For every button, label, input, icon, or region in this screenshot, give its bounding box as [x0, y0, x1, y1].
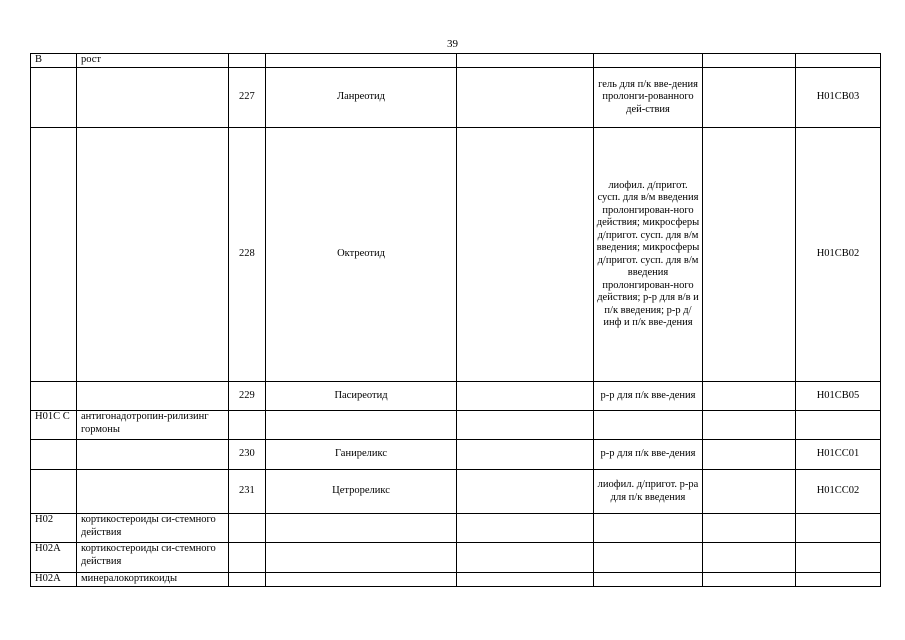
group-name-cell: [77, 440, 229, 470]
drug-code-cell: H01CB05: [796, 382, 881, 411]
row-number-cell: 231: [229, 470, 266, 514]
empty-cell: [703, 411, 796, 440]
table-row: [31, 411, 881, 440]
empty-cell: [457, 514, 594, 543]
atx-code-cell: H01C C: [31, 411, 77, 440]
drug-code-cell: [796, 543, 881, 573]
table-row: [31, 543, 881, 573]
drug-name-cell: [266, 54, 457, 68]
atx-code-cell: H02A: [31, 573, 77, 587]
atx-code-cell: [31, 470, 77, 514]
empty-cell: [703, 54, 796, 68]
drug-code-cell: H01CC02: [796, 470, 881, 514]
drug-name-cell: [266, 543, 457, 573]
row-number-cell: [229, 543, 266, 573]
row-number-cell: [229, 411, 266, 440]
empty-cell: [703, 128, 796, 382]
table-row: [31, 573, 881, 587]
empty-cell: [457, 411, 594, 440]
group-name-cell: [77, 382, 229, 411]
empty-cell: [457, 470, 594, 514]
dosage-form-cell: лиофил. д/пригот. сусп. для в/м введения пролонгирован-ного действия; микросферы д/пригот. сусп. для в/м введения; микросферы д/пригот. сусп. для в/м введения пролонгирован-ного действия; р-р для в/в и п/к введения; р-р д/инф и п/к вве-дения: [594, 128, 703, 382]
group-name-cell: [77, 470, 229, 514]
table-row: [31, 54, 881, 68]
row-number-cell: 227: [229, 68, 266, 128]
dosage-form-cell: [594, 411, 703, 440]
drug-code-cell: H01CB03: [796, 68, 881, 128]
dosage-form-cell: [594, 514, 703, 543]
empty-cell: [457, 573, 594, 587]
row-number-cell: [229, 573, 266, 587]
empty-cell: [457, 68, 594, 128]
drug-name-cell: Октреотид: [266, 128, 457, 382]
group-name-cell: антигонадотропин-рилизинг гормоны: [77, 411, 229, 440]
atx-code-cell: В: [31, 54, 77, 68]
empty-cell: [457, 440, 594, 470]
atx-code-cell: [31, 440, 77, 470]
empty-cell: [457, 128, 594, 382]
drug-code-cell: [796, 54, 881, 68]
drug-name-cell: Ганиреликс: [266, 440, 457, 470]
row-number-cell: [229, 54, 266, 68]
empty-cell: [457, 382, 594, 411]
table-row: [31, 440, 881, 470]
empty-cell: [703, 68, 796, 128]
group-name-cell: кортикостероиды си-стемного действия: [77, 514, 229, 543]
drug-name-cell: Пасиреотид: [266, 382, 457, 411]
empty-cell: [703, 440, 796, 470]
drug-name-cell: [266, 411, 457, 440]
empty-cell: [457, 54, 594, 68]
group-name-cell: кортикостероиды си-стемного действия: [77, 543, 229, 573]
dosage-form-cell: лиофил. д/пригот. р-ра для п/к введения: [594, 470, 703, 514]
atx-code-cell: [31, 68, 77, 128]
dosage-form-cell: р-р для п/к вве-дения: [594, 382, 703, 411]
drug-list-table: [30, 53, 881, 587]
dosage-form-cell: [594, 573, 703, 587]
dosage-form-cell: [594, 54, 703, 68]
row-number-cell: 230: [229, 440, 266, 470]
row-number-cell: [229, 514, 266, 543]
drug-name-cell: Ланреотид: [266, 68, 457, 128]
group-name-cell: рост: [77, 54, 229, 68]
atx-code-cell: H02: [31, 514, 77, 543]
dosage-form-cell: [594, 543, 703, 573]
row-number-cell: 228: [229, 128, 266, 382]
group-name-cell: [77, 68, 229, 128]
empty-cell: [703, 470, 796, 514]
group-name-cell: минералокортикоиды: [77, 573, 229, 587]
drug-code-cell: H01CC01: [796, 440, 881, 470]
table-row: [31, 128, 881, 382]
empty-cell: [703, 382, 796, 411]
table-row: [31, 382, 881, 411]
dosage-form-cell: р-р для п/к вве-дения: [594, 440, 703, 470]
empty-cell: [703, 514, 796, 543]
table-row: [31, 470, 881, 514]
atx-code-cell: [31, 382, 77, 411]
table-row: [31, 68, 881, 128]
drug-code-cell: [796, 411, 881, 440]
empty-cell: [703, 573, 796, 587]
drug-name-cell: [266, 514, 457, 543]
atx-code-cell: H02A: [31, 543, 77, 573]
drug-name-cell: [266, 573, 457, 587]
drug-code-cell: H01CB02: [796, 128, 881, 382]
drug-name-cell: Цетрореликс: [266, 470, 457, 514]
empty-cell: [457, 543, 594, 573]
empty-cell: [703, 543, 796, 573]
drug-code-cell: [796, 514, 881, 543]
page-number: 39: [447, 38, 458, 50]
table-row: [31, 514, 881, 543]
atx-code-cell: [31, 128, 77, 382]
drug-code-cell: [796, 573, 881, 587]
dosage-form-cell: гель для п/к вве-дения пролонги-рованного дей-ствия: [594, 68, 703, 128]
row-number-cell: 229: [229, 382, 266, 411]
group-name-cell: [77, 128, 229, 382]
